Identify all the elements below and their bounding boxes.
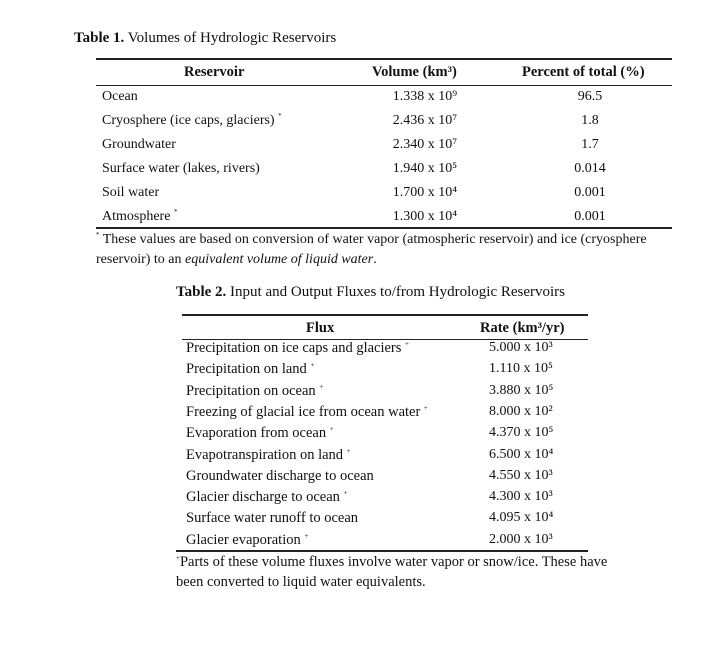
- flux-mark: +: [343, 489, 348, 497]
- table2-header-flux: Flux: [306, 320, 335, 336]
- table1-cell-volume: 1.338 x 10⁹: [392, 89, 458, 104]
- table2-cell-rate: 2.000 x 10³: [489, 532, 553, 547]
- table1-cell-percent: 0.001: [574, 185, 606, 200]
- table1-footnote-mark: *: [96, 231, 100, 239]
- table2-cell-rate: 1.110 x 10⁵: [489, 361, 553, 376]
- flux-mark: +: [329, 425, 334, 433]
- table2-cell-flux: [186, 383, 323, 400]
- reservoir-name: Groundwater: [102, 137, 176, 152]
- table1-cell-reservoir: [102, 185, 159, 201]
- reservoir-name: Surface water (lakes, rivers): [102, 161, 260, 176]
- table1-cell-volume: 1.300 x 10⁴: [392, 209, 458, 224]
- table2-footnote-text: Parts of these volume fluxes involve water vapor or snow/ice. These have been converted to liquid water equivalents.: [176, 554, 608, 590]
- flux-name: Evapotranspiration on land: [186, 447, 344, 463]
- table2-cell-rate: 4.300 x 10³: [489, 489, 553, 504]
- reservoir-mark: *: [173, 208, 178, 216]
- table1-header-reservoir: Reservoir: [184, 64, 245, 80]
- table2-cell-flux: [186, 425, 334, 442]
- reservoir-mark: *: [278, 112, 282, 120]
- flux-mark: +: [310, 361, 315, 369]
- flux-mark: +: [346, 447, 351, 455]
- flux-mark: +: [304, 532, 309, 540]
- table2-header-rate: Rate (km³/yr): [480, 320, 565, 336]
- reservoir-name: Ocean: [102, 89, 138, 104]
- table1-cell-percent: 1.8: [581, 113, 599, 128]
- table2-cell-rate: 5.000 x 10³: [489, 340, 553, 355]
- table2-cell-flux: [186, 468, 374, 485]
- table1-cell-reservoir: [102, 209, 177, 225]
- flux-name: Glacier discharge to ocean: [186, 489, 340, 505]
- table1-cell-percent: 0.001: [574, 209, 606, 224]
- flux-name: Freezing of glacial ice from ocean water: [186, 404, 421, 420]
- table2-cell-rate: 8.000 x 10²: [489, 404, 553, 419]
- table2-cell-rate: 4.550 x 10³: [489, 468, 553, 483]
- table2-cell-rate: 6.500 x 10⁴: [489, 447, 554, 462]
- table1-header-volume: Volume (km³): [372, 64, 457, 80]
- table2-cell-flux: [186, 532, 308, 549]
- flux-name: Precipitation on land: [186, 361, 307, 377]
- flux-name: Evaporation from ocean: [186, 425, 327, 441]
- table1-cell-percent: 96.5: [577, 89, 603, 104]
- reservoir-name: Soil water: [102, 185, 160, 200]
- table2-cell-flux: [186, 489, 348, 506]
- flux-mark: +: [405, 340, 409, 348]
- table2-cell-rate: 4.370 x 10⁵: [489, 425, 554, 440]
- table2-cell-flux: [186, 510, 358, 527]
- table1-footnote-end: .: [373, 252, 377, 267]
- table1-header-rule: [96, 85, 672, 86]
- table1-label: Table 1.: [74, 30, 125, 46]
- flux-name: Surface water runoff to ocean: [186, 510, 359, 526]
- flux-name: Precipitation on ocean: [186, 383, 316, 399]
- table2-footnote-mark: +: [176, 554, 180, 562]
- flux-mark: +: [319, 383, 324, 391]
- flux-name: Glacier evaporation: [186, 532, 301, 548]
- table2-cell-rate: 3.880 x 10⁵: [489, 383, 554, 398]
- reservoir-name: Atmosphere: [102, 209, 171, 224]
- table2-label: Table 2.: [176, 284, 227, 300]
- table1-top-rule: [96, 58, 672, 60]
- table2-top-rule: [182, 314, 588, 316]
- table1-cell-volume: 1.940 x 10⁵: [392, 161, 458, 176]
- table1-cell-volume: 2.340 x 10⁷: [392, 137, 458, 152]
- table2-cell-flux: [186, 361, 314, 378]
- table2-cell-flux: [186, 447, 351, 464]
- table1-bottom-rule: [96, 227, 672, 229]
- table1-footnote-text: These values are based on conversion of water vapor (atmospheric reservoir) and ice (cryosphere reservoir) to an: [96, 232, 647, 267]
- table1-cell-volume: 1.700 x 10⁴: [392, 185, 458, 200]
- table2-footnote: [176, 552, 616, 592]
- table2-title: [176, 284, 565, 301]
- table1-cell-percent: 1.7: [581, 137, 599, 152]
- table1-title: [74, 30, 336, 47]
- table1-footnote-italic: equivalent volume of liquid water: [185, 252, 374, 267]
- table2-cell-rate: 4.095 x 10⁴: [489, 510, 554, 525]
- table1-cell-volume: 2.436 x 10⁷: [392, 113, 458, 128]
- table1-header-percent: Percent of total (%): [522, 64, 645, 80]
- table2-cell-flux: [186, 404, 428, 421]
- table1-cell-reservoir: [102, 89, 138, 105]
- flux-name: Groundwater discharge to ocean: [186, 468, 374, 484]
- table2-cell-flux: [186, 340, 409, 357]
- flux-mark: +: [423, 404, 428, 412]
- table1-title-text: Volumes of Hydrologic Reservoirs: [127, 30, 337, 46]
- table1-cell-reservoir: [102, 137, 176, 153]
- table2-title-text: Input and Output Fluxes to/from Hydrologic Reservoirs: [230, 284, 566, 300]
- table1-cell-reservoir: [102, 113, 282, 129]
- reservoir-name: Cryosphere (ice caps, glaciers): [102, 113, 275, 128]
- table1-cell-percent: 0.014: [574, 161, 606, 176]
- table1-footnote: [96, 230, 686, 270]
- flux-name: Precipitation on ice caps and glaciers: [186, 340, 402, 356]
- table1-cell-reservoir: [102, 161, 260, 177]
